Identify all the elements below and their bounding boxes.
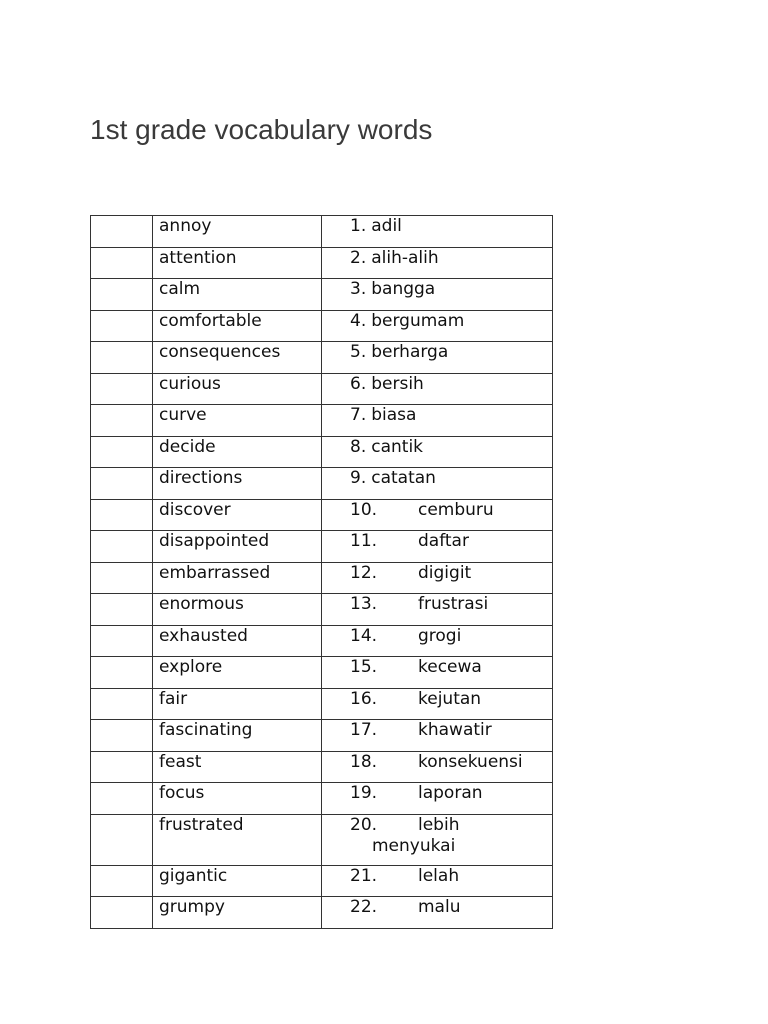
translation-text: bangga: [371, 279, 436, 299]
item-number: 16.: [350, 688, 378, 709]
translation-text: malu: [418, 897, 461, 917]
translation-text: frustrasi: [418, 594, 489, 614]
translation-cell: [322, 279, 553, 311]
translation-cell: [322, 373, 553, 405]
empty-cell: [91, 897, 153, 929]
translation-cell: [322, 342, 553, 374]
word-cell: explore: [153, 657, 322, 689]
table-row: [91, 499, 553, 531]
word-cell: embarrassed: [153, 562, 322, 594]
translation-cell: [322, 594, 553, 626]
translation-text: cemburu: [418, 499, 494, 520]
word-cell: grumpy: [153, 897, 322, 929]
translation-cell: [322, 405, 553, 437]
word-cell: focus: [153, 783, 322, 815]
translation-text: bersih: [371, 373, 424, 394]
translation-cell: [322, 247, 553, 279]
translation-text: konsekuensi: [418, 751, 523, 772]
translation-text: digigit: [418, 562, 472, 583]
empty-cell: [91, 625, 153, 657]
empty-cell: [91, 499, 153, 531]
table-row: [91, 594, 553, 626]
word-cell: directions: [153, 468, 322, 500]
translation-text: kejutan: [418, 688, 482, 709]
translation-cell: [322, 562, 553, 594]
translation-text: kecewa: [418, 657, 482, 677]
translation-text: daftar: [418, 531, 469, 551]
empty-cell: [91, 814, 153, 865]
item-number: 7.: [350, 405, 367, 425]
table-row: [91, 720, 553, 752]
item-number: 18.: [350, 751, 378, 772]
word-cell: comfortable: [153, 310, 322, 342]
empty-cell: [91, 783, 153, 815]
translation-text: bergumam: [371, 310, 465, 331]
item-number: 15.: [350, 657, 378, 677]
translation-text: laporan: [418, 783, 483, 803]
translation-cell: [322, 436, 553, 468]
translation-cell: [322, 468, 553, 500]
table-row: [91, 405, 553, 437]
word-cell: frustrated: [153, 814, 322, 865]
translation-text: adil: [371, 216, 402, 236]
table-row: [91, 783, 553, 815]
table-row: [91, 468, 553, 500]
table-row: [91, 310, 553, 342]
table-row: [91, 279, 553, 311]
translation-cell: [322, 499, 553, 531]
table-row: [91, 373, 553, 405]
table-row: [91, 657, 553, 689]
translation-cell: [322, 783, 553, 815]
table-row: [91, 625, 553, 657]
word-cell: discover: [153, 499, 322, 531]
empty-cell: [91, 865, 153, 897]
empty-cell: [91, 247, 153, 279]
table-row: [91, 216, 553, 248]
translation-text: berharga: [371, 342, 449, 362]
translation-text: cantik: [371, 436, 424, 457]
item-number: 20.: [350, 814, 378, 835]
page-title: 1st grade vocabulary words: [90, 114, 433, 145]
table-row: [91, 865, 553, 897]
translation-cell: [322, 751, 553, 783]
item-number: 5.: [350, 342, 367, 362]
table-row: [91, 247, 553, 279]
item-number: 12.: [350, 562, 378, 583]
translation-cell: [322, 216, 553, 248]
item-number: 22.: [350, 897, 378, 917]
translation-cell: [322, 657, 553, 689]
item-number: 13.: [350, 594, 378, 614]
translation-text: biasa: [371, 405, 417, 425]
empty-cell: [91, 720, 153, 752]
translation-text: khawatir: [418, 720, 492, 740]
empty-cell: [91, 531, 153, 563]
item-number: 3.: [350, 279, 367, 299]
empty-cell: [91, 562, 153, 594]
vocabulary-table-body: [91, 216, 553, 929]
translation-cell: [322, 720, 553, 752]
item-number: 1.: [350, 216, 367, 236]
empty-cell: [91, 688, 153, 720]
item-number: 8.: [350, 436, 367, 457]
item-number: 14.: [350, 625, 378, 646]
table-row: [91, 897, 553, 929]
empty-cell: [91, 342, 153, 374]
empty-cell: [91, 310, 153, 342]
item-number: 11.: [350, 531, 378, 551]
translation-cell: [322, 688, 553, 720]
word-cell: gigantic: [153, 865, 322, 897]
empty-cell: [91, 279, 153, 311]
empty-cell: [91, 751, 153, 783]
word-cell: fair: [153, 688, 322, 720]
item-number: 17.: [350, 720, 378, 740]
table-row: [91, 814, 553, 865]
word-cell: feast: [153, 751, 322, 783]
word-cell: consequences: [153, 342, 322, 374]
translation-text: lebih: [418, 814, 460, 835]
table-row: [91, 688, 553, 720]
translation-text: grogi: [418, 625, 462, 646]
word-cell: fascinating: [153, 720, 322, 752]
empty-cell: [91, 405, 153, 437]
item-number: 19.: [350, 783, 378, 803]
table-row: [91, 562, 553, 594]
translation-cell: [322, 897, 553, 929]
translation-cell: [322, 310, 553, 342]
word-cell: annoy: [153, 216, 322, 248]
table-row: [91, 751, 553, 783]
word-cell: enormous: [153, 594, 322, 626]
word-cell: curious: [153, 373, 322, 405]
word-cell: calm: [153, 279, 322, 311]
item-number: 4.: [350, 310, 367, 331]
word-cell: attention: [153, 247, 322, 279]
empty-cell: [91, 657, 153, 689]
empty-cell: [91, 594, 153, 626]
word-cell: disappointed: [153, 531, 322, 563]
translation-text: lelah: [418, 865, 460, 886]
translation-text: alih-alih: [371, 247, 439, 268]
word-cell: decide: [153, 436, 322, 468]
word-cell: curve: [153, 405, 322, 437]
empty-cell: [91, 468, 153, 500]
item-number: 10.: [350, 499, 378, 520]
item-number: 21.: [350, 865, 378, 886]
translation-cell: [322, 865, 553, 897]
translation-cell: [322, 625, 553, 657]
table-row: [91, 436, 553, 468]
item-number: 2.: [350, 247, 367, 268]
table-row: [91, 342, 553, 374]
translation-text-continued: menyukai: [372, 835, 456, 856]
empty-cell: [91, 216, 153, 248]
item-number: 6.: [350, 373, 367, 394]
word-cell: exhausted: [153, 625, 322, 657]
translation-cell: [322, 814, 553, 865]
empty-cell: [91, 436, 153, 468]
translation-text: catatan: [371, 468, 436, 488]
item-number: 9.: [350, 468, 367, 488]
empty-cell: [91, 373, 153, 405]
translation-cell: [322, 531, 553, 563]
vocabulary-table: [90, 215, 553, 929]
table-row: [91, 531, 553, 563]
